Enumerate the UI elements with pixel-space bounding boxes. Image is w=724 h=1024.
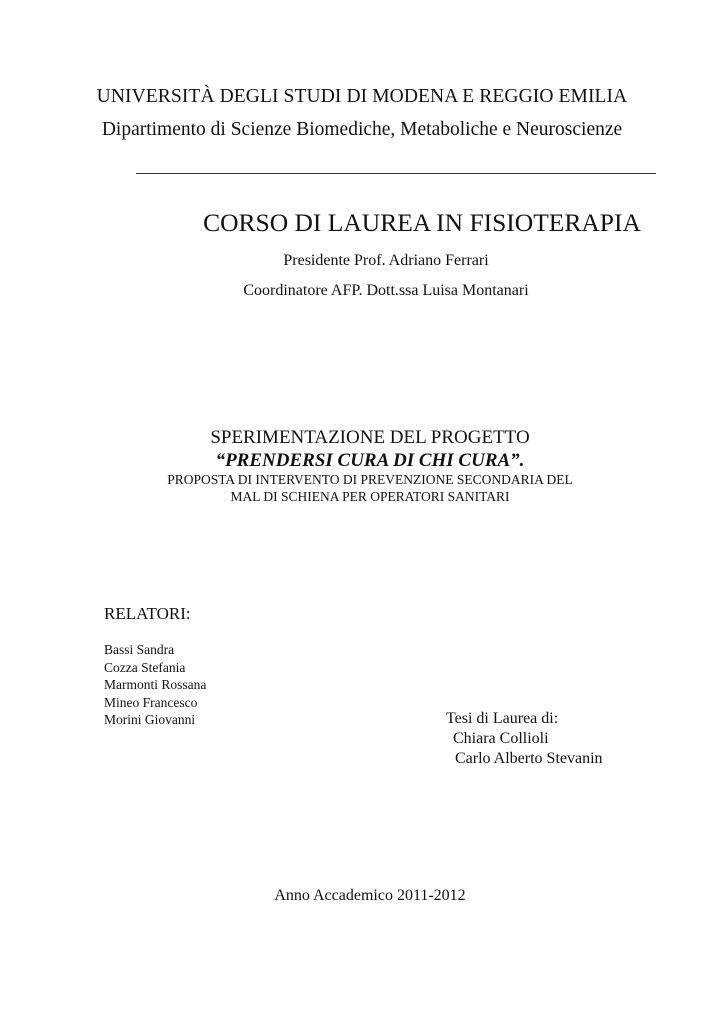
relatore-name: Mineo Francesco [104, 694, 198, 710]
department-name: Dipartimento di Scienze Biomediche, Metaboliche e Neuroscienze [101, 119, 623, 140]
relatore-name: Marmonti Rossana [104, 677, 207, 692]
project-title-line-1: SPERIMENTAZIONE DEL PROGETTO [210, 427, 530, 448]
course-president: Presidente Prof. Adriano Ferrari [283, 252, 489, 269]
academic-year: Anno Accademico 2011-2012 [274, 887, 466, 904]
relatore-name: Cozza Stefania [104, 659, 186, 675]
relatori-list [104, 641, 206, 729]
project-title-line-2: “PRENDERSI CURA DI CHI CURA”. [215, 450, 525, 471]
relatori-heading: RELATORI: [104, 604, 191, 623]
project-subtitle-line-1: PROPOSTA DI INTERVENTO DI PREVENZIONE SECONDARIA DEL [167, 472, 573, 487]
thesis-author: Carlo Alberto Stevanin [455, 750, 603, 767]
course-title: CORSO DI LAUREA IN FISIOTERAPIA [203, 208, 641, 237]
relatore-name: Bassi Sandra [104, 642, 175, 657]
project-subtitle-line-2: MAL DI SCHIENA PER OPERATORI SANITARI [230, 489, 510, 504]
thesis-author: Chiara Collioli [453, 730, 549, 747]
course-coordinator: Coordinatore AFP. Dott.ssa Luisa Montanari [243, 282, 529, 299]
university-name: UNIVERSITÀ DEGLI STUDI DI MODENA E REGGIO EMILIA [96, 86, 628, 107]
thesis-label: Tesi di Laurea di: [446, 710, 559, 727]
header-divider [136, 173, 656, 174]
relatore-name: Morini Giovanni [104, 712, 196, 727]
